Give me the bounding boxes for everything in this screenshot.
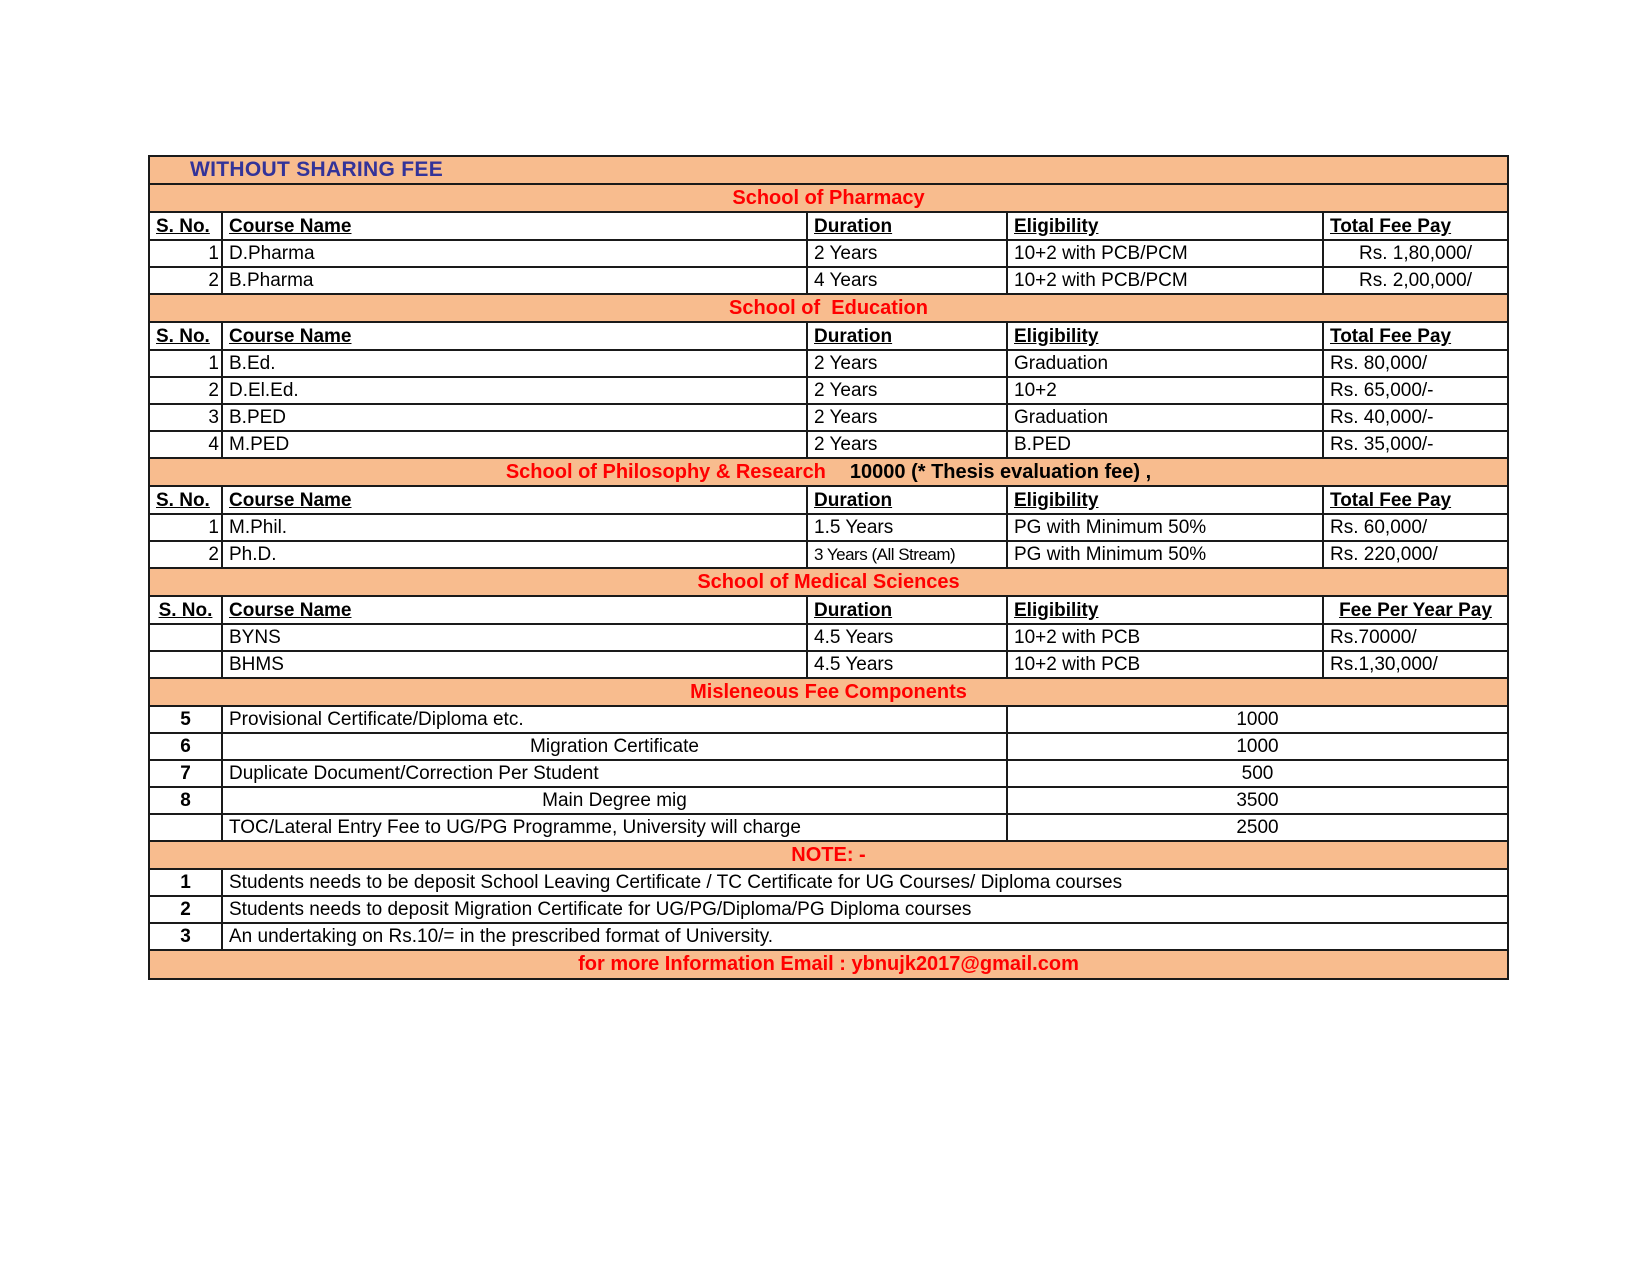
sno-header-cell — [150, 323, 223, 349]
fee-cell: Rs. 1,80,000/ — [1358, 243, 1473, 264]
fee-header-cell — [1324, 323, 1507, 349]
sno-cell: 7 — [150, 761, 223, 786]
sno-cell: 2 — [150, 268, 223, 293]
eligibility-cell: PG with Minimum 50% — [1008, 515, 1324, 540]
table-row — [150, 815, 1507, 842]
duration-cell: 2 Years — [808, 432, 1008, 457]
eligibility-header-cell — [1008, 213, 1324, 239]
eligibility-cell: Graduation — [1008, 405, 1324, 430]
eligibility-cell: 10+2 with PCB/PCM — [1008, 268, 1324, 293]
fee-component-cell: Main Degree mig — [223, 788, 1008, 813]
fee-component-cell: Provisional Certificate/Diploma etc. — [223, 707, 1008, 732]
course-header-label: Course Name — [229, 490, 352, 511]
course-cell: D.Pharma — [223, 241, 808, 266]
sno-cell: 4 — [150, 432, 223, 457]
sno-cell: 2 — [150, 378, 223, 403]
sno-header-cell — [150, 487, 223, 513]
section-heading-education: School of Education — [729, 296, 928, 319]
fee-component-cell: Duplicate Document/Correction Per Student — [223, 761, 1008, 786]
duration-cell: 4.5 Years — [808, 652, 1008, 677]
eligibility-header-cell — [1008, 487, 1324, 513]
section-heading-misc-fees: Misleneous Fee Components — [690, 680, 967, 703]
course-cell: B.Pharma — [223, 268, 808, 293]
table-row — [150, 652, 1507, 679]
header-row-education — [150, 323, 1507, 351]
fee-cell: Rs. 220,000/ — [1330, 544, 1438, 565]
course-header-cell — [223, 597, 808, 623]
eligibility-cell: 10+2 with PCB — [1008, 625, 1324, 650]
header-row-pharmacy — [150, 213, 1507, 241]
table-row — [150, 432, 1507, 459]
sno-cell: 5 — [150, 707, 223, 732]
course-header-label: Course Name — [229, 600, 352, 621]
table-row — [150, 788, 1507, 815]
duration-cell: 2 Years — [808, 241, 1008, 266]
sno-cell: 2 — [150, 542, 223, 567]
table-row — [150, 707, 1507, 734]
eligibility-header-label: Eligibility — [1014, 490, 1099, 511]
fee-structure-table — [148, 155, 1509, 980]
sno-header-label: S. No. — [156, 326, 210, 347]
course-header-cell — [223, 213, 808, 239]
sno-header-label: S. No. — [156, 490, 210, 511]
title-band — [150, 157, 1507, 185]
course-cell: M.PED — [223, 432, 808, 457]
sno-cell: 1 — [150, 351, 223, 376]
footer-band — [150, 951, 1507, 978]
duration-header-label: Duration — [814, 326, 893, 347]
section-heading-pharmacy: School of Pharmacy — [732, 186, 925, 209]
table-row — [150, 268, 1507, 295]
eligibility-header-cell — [1008, 597, 1324, 623]
eligibility-cell: 10+2 with PCB/PCM — [1008, 241, 1324, 266]
eligibility-cell: Graduation — [1008, 351, 1324, 376]
fee-cell: Rs. 35,000/- — [1330, 434, 1434, 455]
fee-cell: Rs.70000/ — [1330, 627, 1417, 648]
eligibility-cell: 10+2 with PCB — [1008, 652, 1324, 677]
section-band-note — [150, 842, 1507, 870]
eligibility-header-label: Eligibility — [1014, 600, 1099, 621]
sno-header-label: S. No. — [156, 216, 210, 237]
header-row-medical — [150, 597, 1507, 625]
sno-cell: 1 — [150, 515, 223, 540]
fee-cell: Rs. 65,000/- — [1330, 380, 1434, 401]
duration-cell: 3 Years (All Stream) — [808, 542, 1008, 567]
course-header-cell — [223, 323, 808, 349]
section-heading-philosophy: School of Philosophy & Research — [505, 460, 826, 483]
sno-cell: 2 — [150, 897, 223, 922]
sno-cell: 3 — [150, 405, 223, 430]
fee-cell: Rs. 2,00,000/ — [1358, 270, 1473, 291]
section-heading-philosophy-note: 10000 (* Thesis evaluation fee) , — [849, 460, 1152, 483]
eligibility-header-label: Eligibility — [1014, 216, 1099, 237]
section-band-education — [150, 295, 1507, 323]
sno-header-label: S. No. — [158, 600, 213, 621]
fee-header-cell — [1324, 597, 1507, 623]
section-band-philosophy — [150, 459, 1507, 487]
duration-header-label: Duration — [814, 216, 893, 237]
course-cell: BHMS — [223, 652, 808, 677]
eligibility-header-label: Eligibility — [1014, 326, 1099, 347]
duration-header-cell — [808, 487, 1008, 513]
course-cell: D.El.Ed. — [223, 378, 808, 403]
sno-cell: 3 — [150, 924, 223, 949]
fee-header-cell — [1324, 213, 1507, 239]
fee-component-cell: Migration Certificate — [223, 734, 1008, 759]
table-row — [150, 515, 1507, 542]
duration-cell: 4.5 Years — [808, 625, 1008, 650]
amount-cell: 1000 — [1236, 736, 1279, 757]
course-cell: B.Ed. — [223, 351, 808, 376]
duration-cell: 1.5 Years — [808, 515, 1008, 540]
duration-cell: 2 Years — [808, 405, 1008, 430]
fee-cell: Rs.1,30,000/ — [1330, 654, 1438, 675]
note-text-cell: Students needs to deposit Migration Certificate for UG/PG/Diploma/PG Diploma courses — [229, 899, 972, 920]
duration-cell: 2 Years — [808, 378, 1008, 403]
course-cell: B.PED — [223, 405, 808, 430]
table-row — [150, 625, 1507, 652]
duration-header-cell — [808, 323, 1008, 349]
fee-header-label: Total Fee Pay — [1330, 216, 1452, 237]
fee-header-cell — [1324, 487, 1507, 513]
note-text-cell: An undertaking on Rs.10/= in the prescribed format of University. — [229, 926, 774, 947]
course-cell: M.Phil. — [223, 515, 808, 540]
fee-header-label: Total Fee Pay — [1330, 326, 1452, 347]
eligibility-cell: 10+2 — [1008, 378, 1324, 403]
duration-cell: 4 Years — [808, 268, 1008, 293]
duration-header-label: Duration — [814, 490, 893, 511]
fee-cell: Rs. 60,000/ — [1330, 517, 1428, 538]
page-title: WITHOUT SHARING FEE — [190, 158, 444, 181]
duration-header-label: Duration — [814, 600, 893, 621]
section-band-medical — [150, 569, 1507, 597]
fee-header-label: Total Fee Pay — [1330, 490, 1452, 511]
course-cell: BYNS — [223, 625, 808, 650]
duration-header-cell — [808, 213, 1008, 239]
fee-header-label: Fee Per Year Pay — [1339, 600, 1492, 621]
section-heading-note: NOTE: - — [791, 843, 866, 866]
duration-header-cell — [808, 597, 1008, 623]
eligibility-header-cell — [1008, 323, 1324, 349]
eligibility-cell: B.PED — [1008, 432, 1324, 457]
table-row — [150, 761, 1507, 788]
course-header-label: Course Name — [229, 216, 352, 237]
note-row — [150, 870, 1507, 897]
sno-header-cell — [150, 597, 223, 623]
note-row — [150, 897, 1507, 924]
note-row — [150, 924, 1507, 951]
table-row — [150, 542, 1507, 569]
sno-cell: 1 — [150, 241, 223, 266]
note-text-cell: Students needs to be deposit School Leaving Certificate / TC Certificate for UG Courses/ Diploma courses — [229, 872, 1123, 893]
sno-cell — [150, 652, 223, 677]
table-row — [150, 378, 1507, 405]
section-band-misc-fees — [150, 679, 1507, 707]
sno-cell: 1 — [150, 870, 223, 895]
sno-cell: 8 — [150, 788, 223, 813]
amount-cell: 1000 — [1236, 709, 1279, 730]
fee-cell: Rs. 80,000/ — [1330, 353, 1428, 374]
amount-cell: 500 — [1241, 763, 1274, 784]
table-row — [150, 241, 1507, 268]
table-row — [150, 351, 1507, 378]
fee-component-cell: TOC/Lateral Entry Fee to UG/PG Programme, University will charge — [223, 815, 1008, 840]
course-header-label: Course Name — [229, 326, 352, 347]
course-header-cell — [223, 487, 808, 513]
amount-cell: 2500 — [1236, 817, 1279, 838]
sno-cell: 6 — [150, 734, 223, 759]
duration-cell: 2 Years — [808, 351, 1008, 376]
sno-header-cell — [150, 213, 223, 239]
fee-cell: Rs. 40,000/- — [1330, 407, 1434, 428]
table-row — [150, 405, 1507, 432]
sno-cell — [150, 625, 223, 650]
table-row — [150, 734, 1507, 761]
section-band-pharmacy — [150, 185, 1507, 213]
sno-cell — [150, 815, 223, 840]
contact-email-text: for more Information Email : ybnujk2017@gmail.com — [578, 953, 1079, 975]
eligibility-cell: PG with Minimum 50% — [1008, 542, 1324, 567]
section-heading-medical: School of Medical Sciences — [697, 570, 960, 593]
header-row-philosophy — [150, 487, 1507, 515]
amount-cell: 3500 — [1236, 790, 1279, 811]
course-cell: Ph.D. — [223, 542, 808, 567]
